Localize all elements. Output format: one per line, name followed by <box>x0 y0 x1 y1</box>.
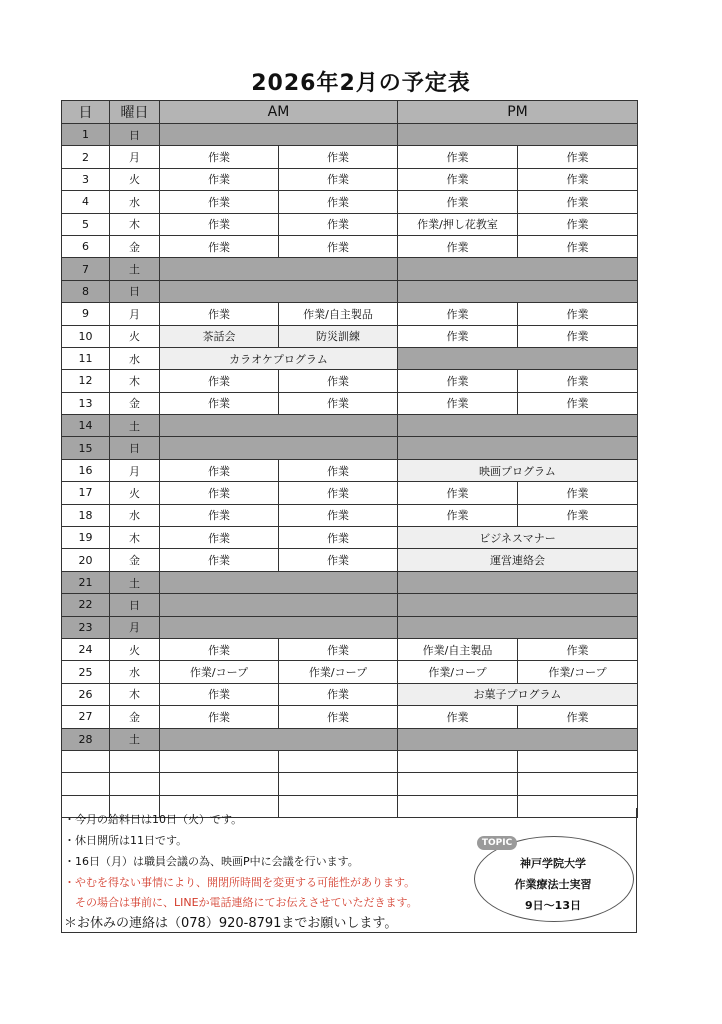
pm-cell: お菓子プログラム <box>398 683 638 705</box>
weekday <box>110 750 160 772</box>
day-number: 17 <box>62 482 110 504</box>
pm-cell: 作業 <box>518 706 638 728</box>
day-number: 4 <box>62 191 110 213</box>
pm-cell: 作業 <box>518 303 638 325</box>
weekday: 水 <box>110 504 160 526</box>
day-number: 11 <box>62 347 110 369</box>
schedule-row <box>62 280 638 302</box>
schedule-row <box>62 303 638 325</box>
weekday: 木 <box>110 527 160 549</box>
day-number: 1 <box>62 124 110 146</box>
am-cell: 作業 <box>160 303 279 325</box>
day-number: 13 <box>62 392 110 414</box>
schedule-row <box>62 258 638 280</box>
schedule-row <box>62 527 638 549</box>
weekday: 日 <box>110 280 160 302</box>
weekday: 金 <box>110 549 160 571</box>
day-number: 26 <box>62 683 110 705</box>
pm-cell <box>398 616 638 638</box>
schedule-row <box>62 706 638 728</box>
am-cell: 作業 <box>160 370 279 392</box>
pm-cell: 作業/コープ <box>398 661 518 683</box>
pm-cell: 映画プログラム <box>398 459 638 481</box>
schedule-row <box>62 638 638 660</box>
am-cell: 作業 <box>160 213 279 235</box>
day-number: 5 <box>62 213 110 235</box>
weekday: 土 <box>110 571 160 593</box>
weekday: 水 <box>110 191 160 213</box>
am-cell: 作業 <box>279 683 398 705</box>
pm-cell: 作業 <box>518 504 638 526</box>
am-cell: 作業 <box>279 504 398 526</box>
schedule-row <box>62 191 638 213</box>
pm-cell: 作業 <box>398 325 518 347</box>
day-number: 15 <box>62 437 110 459</box>
am-cell <box>160 616 398 638</box>
day-number: 14 <box>62 415 110 437</box>
weekday: 金 <box>110 706 160 728</box>
empty-cell <box>398 750 518 772</box>
am-cell: 作業 <box>160 146 279 168</box>
weekday: 月 <box>110 146 160 168</box>
am-cell <box>160 571 398 593</box>
schedule-row <box>62 325 638 347</box>
header-row <box>62 101 638 124</box>
topic-badge: TOPIC <box>477 836 517 850</box>
pm-cell: 作業 <box>518 482 638 504</box>
schedule-row <box>62 549 638 571</box>
weekday: 土 <box>110 415 160 437</box>
am-cell: 作業 <box>160 459 279 481</box>
empty-cell <box>518 773 638 795</box>
am-cell: 作業 <box>279 638 398 660</box>
am-cell: 作業 <box>160 191 279 213</box>
schedule-row <box>62 750 638 772</box>
pm-cell: 作業/自主製品 <box>398 638 518 660</box>
note-meeting: ・16日（月）は職員会議の為、映画P中に会議を行います。 <box>64 855 359 868</box>
weekday: 日 <box>110 437 160 459</box>
am-cell: 作業 <box>160 482 279 504</box>
header-am: AM <box>160 101 398 124</box>
weekday: 水 <box>110 661 160 683</box>
pm-cell: 作業 <box>398 168 518 190</box>
am-cell: 作業 <box>279 549 398 571</box>
day-number: 21 <box>62 571 110 593</box>
pm-cell: 作業 <box>518 191 638 213</box>
am-cell: 作業 <box>279 191 398 213</box>
weekday: 月 <box>110 616 160 638</box>
schedule-row <box>62 124 638 146</box>
schedule-row <box>62 661 638 683</box>
day-number: 16 <box>62 459 110 481</box>
weekday: 木 <box>110 213 160 235</box>
page-title: 2026年2月の予定表 <box>251 71 471 96</box>
schedule-row <box>62 168 638 190</box>
am-cell: 作業 <box>279 213 398 235</box>
weekday: 火 <box>110 168 160 190</box>
schedule-row <box>62 213 638 235</box>
schedule-row <box>62 146 638 168</box>
am-cell: 作業 <box>279 706 398 728</box>
weekday: 金 <box>110 392 160 414</box>
day-number <box>62 750 110 772</box>
pm-cell <box>398 571 638 593</box>
day-number: 18 <box>62 504 110 526</box>
am-cell: 作業 <box>160 527 279 549</box>
day-number: 12 <box>62 370 110 392</box>
am-cell: 作業 <box>279 370 398 392</box>
am-cell <box>160 437 398 459</box>
weekday: 木 <box>110 683 160 705</box>
day-number: 27 <box>62 706 110 728</box>
pm-cell: 作業 <box>518 638 638 660</box>
am-cell: 防災訓練 <box>279 325 398 347</box>
weekday <box>110 773 160 795</box>
pm-cell: 作業 <box>398 504 518 526</box>
topic-line-university: 神戸学院大学 <box>520 857 586 870</box>
empty-cell <box>279 773 398 795</box>
pm-cell <box>398 594 638 616</box>
day-number: 9 <box>62 303 110 325</box>
pm-cell: 作業 <box>518 392 638 414</box>
am-cell <box>160 124 398 146</box>
weekday: 土 <box>110 258 160 280</box>
schedule-row <box>62 683 638 705</box>
day-number: 19 <box>62 527 110 549</box>
pm-cell: 作業 <box>398 303 518 325</box>
schedule-row <box>62 235 638 257</box>
empty-cell <box>279 750 398 772</box>
day-number: 22 <box>62 594 110 616</box>
day-number: 28 <box>62 728 110 750</box>
am-cell: 作業 <box>279 482 398 504</box>
header-day: 日 <box>62 101 110 124</box>
pm-cell <box>398 728 638 750</box>
am-cell: 作業 <box>279 168 398 190</box>
schedule-row <box>62 415 638 437</box>
pm-cell: 作業 <box>518 325 638 347</box>
weekday: 金 <box>110 235 160 257</box>
pm-cell: ビジネスマナー <box>398 527 638 549</box>
header-pm: PM <box>398 101 638 124</box>
am-cell: 作業 <box>279 392 398 414</box>
pm-cell: 作業 <box>398 191 518 213</box>
empty-cell <box>398 773 518 795</box>
weekday: 土 <box>110 728 160 750</box>
day-number: 23 <box>62 616 110 638</box>
am-cell <box>160 258 398 280</box>
am-cell: 作業 <box>160 683 279 705</box>
day-number: 6 <box>62 235 110 257</box>
pm-cell: 作業 <box>398 370 518 392</box>
am-cell: 作業 <box>160 638 279 660</box>
day-number <box>62 773 110 795</box>
weekday: 日 <box>110 594 160 616</box>
am-cell <box>160 415 398 437</box>
note-contact-advance: その場合は事前に、LINEか電話連絡にてお伝えさせていただきます。 <box>64 896 418 909</box>
schedule-row <box>62 370 638 392</box>
schedule-row <box>62 437 638 459</box>
schedule-row <box>62 594 638 616</box>
pm-cell: 作業 <box>518 235 638 257</box>
am-cell: 作業 <box>160 235 279 257</box>
note-payday: ・今月の給料日は10日（火）です。 <box>64 813 243 826</box>
pm-cell <box>398 347 638 369</box>
pm-cell <box>398 124 638 146</box>
empty-cell <box>160 750 279 772</box>
pm-cell: 作業 <box>398 146 518 168</box>
pm-cell: 作業 <box>518 370 638 392</box>
schedule-body <box>62 124 638 818</box>
am-cell <box>160 280 398 302</box>
am-cell <box>160 728 398 750</box>
pm-cell <box>398 437 638 459</box>
note-absence-contact: ＊お休みの連絡は（078）920-8791までお願いします。 <box>64 916 398 931</box>
header-weekday: 曜日 <box>110 101 160 124</box>
am-cell: カラオケプログラム <box>160 347 398 369</box>
day-number: 20 <box>62 549 110 571</box>
schedule-row <box>62 728 638 750</box>
weekday: 月 <box>110 459 160 481</box>
day-number: 24 <box>62 638 110 660</box>
weekday: 木 <box>110 370 160 392</box>
am-cell: 作業/コープ <box>279 661 398 683</box>
note-holiday-open: ・休日開所は11日です。 <box>64 834 188 847</box>
weekday: 月 <box>110 303 160 325</box>
schedule-row <box>62 571 638 593</box>
pm-cell: 作業 <box>398 235 518 257</box>
day-number: 8 <box>62 280 110 302</box>
schedule-row <box>62 347 638 369</box>
am-cell <box>160 594 398 616</box>
am-cell: 作業/自主製品 <box>279 303 398 325</box>
pm-cell: 作業 <box>518 168 638 190</box>
am-cell: 作業 <box>160 549 279 571</box>
am-cell: 作業 <box>160 392 279 414</box>
empty-cell <box>518 750 638 772</box>
weekday: 火 <box>110 482 160 504</box>
am-cell: 作業 <box>279 235 398 257</box>
schedule-row <box>62 482 638 504</box>
day-number: 25 <box>62 661 110 683</box>
pm-cell: 作業 <box>518 146 638 168</box>
am-cell: 茶話会 <box>160 325 279 347</box>
day-number: 7 <box>62 258 110 280</box>
pm-cell: 作業 <box>398 482 518 504</box>
am-cell: 作業 <box>160 168 279 190</box>
schedule-row <box>62 504 638 526</box>
schedule-row <box>62 773 638 795</box>
weekday: 火 <box>110 638 160 660</box>
pm-cell: 作業 <box>398 706 518 728</box>
day-number: 3 <box>62 168 110 190</box>
pm-cell: 作業/押し花教室 <box>398 213 518 235</box>
day-number: 10 <box>62 325 110 347</box>
empty-cell <box>160 773 279 795</box>
weekday: 日 <box>110 124 160 146</box>
topic-line-dates: 9日〜13日 <box>525 899 581 912</box>
pm-cell: 運営連絡会 <box>398 549 638 571</box>
am-cell: 作業 <box>279 459 398 481</box>
pm-cell: 作業 <box>398 392 518 414</box>
day-number: 2 <box>62 146 110 168</box>
weekday: 火 <box>110 325 160 347</box>
am-cell: 作業 <box>160 706 279 728</box>
pm-cell: 作業/コープ <box>518 661 638 683</box>
pm-cell <box>398 415 638 437</box>
note-hours-change: ・やむを得ない事情により、開閉所時間を変更する可能性があります。 <box>64 876 416 889</box>
pm-cell: 作業 <box>518 213 638 235</box>
schedule-table <box>61 100 638 818</box>
am-cell: 作業 <box>279 146 398 168</box>
weekday: 水 <box>110 347 160 369</box>
am-cell: 作業/コープ <box>160 661 279 683</box>
am-cell: 作業 <box>279 527 398 549</box>
topic-line-training: 作業療法士実習 <box>514 878 592 891</box>
schedule-row <box>62 459 638 481</box>
pm-cell <box>398 280 638 302</box>
pm-cell <box>398 258 638 280</box>
am-cell: 作業 <box>160 504 279 526</box>
schedule-row <box>62 616 638 638</box>
schedule-row <box>62 392 638 414</box>
